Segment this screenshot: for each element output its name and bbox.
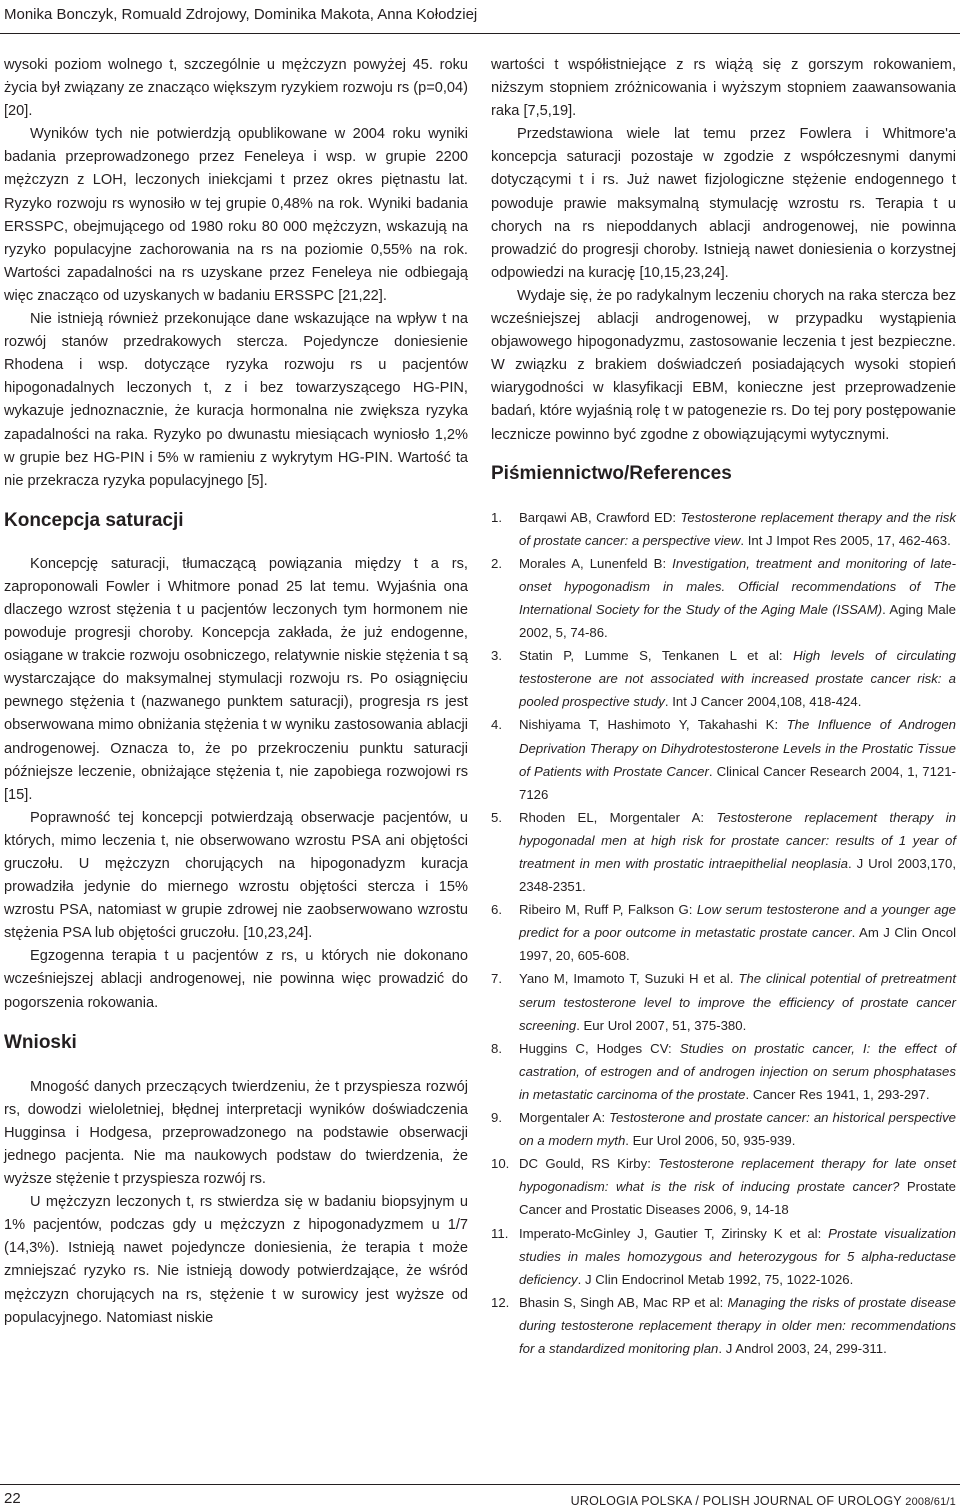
page-number: 22 [4, 1490, 21, 1507]
reference-number: 2. [491, 555, 502, 571]
reference-authors: Barqawi AB, Crawford ED: [519, 509, 681, 525]
paragraph: Poprawność tej koncepcji potwierdzają obserwacje pacjentów, u których, mimo leczenia t, nie obserwowano wzrostu PSA ani objętości gruczołu. U mężczyzn chorujących na hipogonadyzm kuracja prowadziła jedynie do miernego wzrostu objętości stercza i 15% wzrostu PSA, natomiast w grupie zdrowej nie zaobserwowano wzrostu stężenia PSA lub objętości gruczołu. [10,23,24]. [4, 809, 468, 942]
page-footer [0, 1484, 960, 1512]
reference-item [491, 1222, 956, 1291]
reference-title: Managing the risks of prostate disease during testosterone replacement therapy in older men: recommendations for a standardized monitoring plan [519, 1294, 956, 1356]
reference-number: 3. [491, 648, 502, 664]
reference-source: . Am J Clin Oncol 1997, 20, 605-608. [519, 925, 956, 964]
journal-name: UROLOGIA POLSKA / POLISH JOURNAL OF UROLOGY [570, 1494, 902, 1508]
reference-item [491, 967, 956, 1036]
paragraph: Wydaje się, że po radykalnym leczeniu chorych na raka stercza bez wcześniejszej ablacji androgenowej, w przypadku wystąpienia objawowego hipogonadyzmu, zastosowanie leczenia t jest bezpieczne. W związku z brakiem doświadczeń posiadających wysoki stopień wiarygodności w klasyfikacji EBM, konieczne jest przeprowadzenie badań, które wyjaśnią rolę t w patogenezie rs. Do tej pory postępowanie lecznicze powinno być zgodne z obowiązującymi wytycznymi. [491, 287, 956, 443]
reference-source: . J Urol 2003,170, 2348-2351. [519, 856, 956, 895]
reference-title: The Influence of Androgen Deprivation Therapy on Dihydrotestosterone Levels in the Prostatic Tissue of Patients with Prostate Cancer [519, 717, 956, 779]
journal-footer [571, 1492, 956, 1511]
section-heading-saturation: Koncepcja saturacji [4, 509, 184, 531]
reference-item [491, 1152, 956, 1221]
reference-authors: DC Gould, RS Kirby: [519, 1156, 659, 1172]
reference-source: . Eur Urol 2006, 50, 935-939. [625, 1133, 796, 1149]
reference-list [491, 506, 956, 1360]
reference-item [491, 1106, 956, 1152]
paragraph: Nie istnieją również przekonujące dane wskazujące na wpływ t na rozwój stanów przedrakowych stercza. Pojedyncze doniesienie Rhodena i wsp. dotyczące ryzyka rozwoju rs u pacjentów hipogonadalnych leczonych t, z i bez towarzyszącego HG-PIN, wykazuje jednoznacznie, że kuracja hormonalna nie zwiększa ryzyka zapadalności na raka. Ryzyko po dwunastu miesiącach wyniosło 1,2% w grupie bez HG-PIN i 5% w ramieniu z wykrytym HG-PIN. Wartość ta nie przekracza ryzyka populacyjnego [5]. [4, 311, 468, 489]
reference-source: . Int J Impot Res 2005, 17, 462-463. [740, 532, 951, 548]
paragraph: U mężczyzn leczonych t, rs stwierdza się w badaniu biopsyjnym u 1% pacjentów, podczas gdy u mężczyzn z hipogonadyzmem u 1/7 (14,3%). Istnieją nawet pojedyncze doniesienia, że terapia t może zmniejszać ryzyko rs. Nie istnieją dowody potwierdzające, że wśród mężczyzn chorujących na rs, stężenie t w surowicy jest wyższe od populacyjnego. Natomiast niskie [4, 1194, 468, 1326]
paragraph: wartości t współistniejące z rs wiążą się z gorszym rokowaniem, niższym stopniem zróżnicowania i wyższym stopniem zaawansowania raka [7,5,19]. [491, 57, 956, 120]
page-header [0, 0, 960, 34]
reference-item [491, 1037, 956, 1106]
paragraph: Koncepcję saturacji, tłumaczącą powiązania między t a rs, zaproponowali Fowler i Whitmore ponad 25 lat temu. Wyjaśnia ona dlaczego wzrost stężenia t u pacjentów leczonych tym hormonem nie powoduje progresji choroby. Koncepcja zakłada, że już endogenne, osiągane w trakcie rozwoju osobniczego, relatywnie niskie stężenia t są wystarczające do maksymalnej stymulacji rozwoju rs. Po osiągnięciu pewnego stężenia t (nazwanego punktem saturacji), progresja rs jest obserwowana mimo obniżania stężenia t w wyniku zastosowania ablacji androgenowej. Oznacza to, że po przekroczeniu punktu saturacji późniejsze leczenie, obniżające stężenia t, nie zapobiega rozwojowi rs [15]. [4, 555, 468, 803]
reference-authors: Statin P, Lumme S, Tenkanen L et al: [519, 648, 794, 664]
reference-number: 11. [491, 1225, 509, 1241]
reference-title: High levels of circulating testosterone are not associated with increased prostate cancer risk: a pooled prospective study [519, 648, 956, 710]
paragraph: Egzogenna terapia t u pacjentów z rs, u których nie dokonano wcześniejszej ablacji androgenowej, nie powinna więc prowadzić do pogorszenia rokowania. [4, 948, 468, 1011]
reference-source: Prostate Cancer and Prostatic Diseases 2006, 9, 14-18 [519, 1179, 956, 1218]
reference-item [491, 506, 956, 552]
running-head-authors: Monika Bonczyk, Romuald Zdrojowy, Dominika Makota, Anna Kołodziej [4, 6, 478, 23]
reference-number: 10. [491, 1156, 510, 1172]
reference-item [491, 898, 956, 967]
reference-authors: Huggins C, Hodges CV: [519, 1040, 680, 1056]
reference-number: 5. [491, 809, 502, 825]
reference-title: Prostate visualization studies in males homozygous and heterozygous for 5 alpha-reductase deficiency [519, 1225, 956, 1287]
reference-item [491, 1291, 956, 1360]
reference-authors: Imperato-McGinley J, Gautier T, Zirinsky K et al: [519, 1225, 829, 1241]
reference-title: The clinical potential of pretreatment serum testosterone level to improve the efficiency of prostate cancer screening [519, 971, 956, 1033]
reference-number: 9. [491, 1110, 502, 1126]
reference-number: 8. [491, 1040, 502, 1056]
reference-authors: Rhoden EL, Morgentaler A: [519, 809, 717, 825]
reference-source: . Cancer Res 1941, 1, 293-297. [745, 1086, 930, 1102]
reference-authors: Ribeiro M, Ruff P, Falkson G: [519, 902, 697, 918]
reference-source: . Eur Urol 2007, 51, 375-380. [576, 1017, 747, 1033]
section-heading-conclusions: Wnioski [4, 1031, 77, 1053]
reference-title: Studies on prostatic cancer, I: the effect of castration, of estrogen and of androgen injection on serum phosphatases in metastatic carcinoma of the prostate [519, 1040, 956, 1102]
paragraph: wysoki poziom wolnego t, szczególnie u mężczyzn powyżej 45. roku życia był związany ze znacząco większym ryzykiem rozwoju rs (p=0,04) [20]. [4, 57, 468, 120]
reference-item [491, 713, 956, 805]
reference-source: . J Androl 2003, 24, 299-311. [718, 1340, 887, 1356]
reference-authors: Bhasin S, Singh AB, Mac RP et al: [519, 1294, 728, 1310]
reference-item [491, 806, 956, 898]
reference-title: Testosterone replacement therapy in hypogonadal men at high risk for prostate cancer: results of 1 year of treatment in men with prostatic intraepithelial neoplasia [519, 809, 956, 871]
reference-number: 7. [491, 971, 502, 987]
reference-title: Testosterone and prostate cancer: an historical perspective on a modern myth [519, 1110, 956, 1149]
paragraph: Mnogość danych przeczących twierdzeniu, że t przyspiesza rozwój rs, dowodzi wieloletniej, błędnej interpretacji wyników doświadczenia Hugginsa i Hodgesa, przeprowadzonego na podstawie obserwacji jednego pacjenta. Nie ma naukowych podstaw do twierdzenia, że wyższe stężenie t przyspiesza rozwój rs. [4, 1078, 468, 1188]
reference-item [491, 552, 956, 644]
reference-source: . J Clin Endocrinol Metab 1992, 75, 1022-1026. [577, 1271, 854, 1287]
reference-number: 4. [491, 717, 502, 733]
paragraph: Wyników tych nie potwierdzją opublikowane w 2004 roku wyniki badania przeprowadzonego przez Feneleya i wsp. w grupie 2200 mężczyzn z LOH, leczonych iniekcjami t przez okres piętnastu lat. Ryzyko rozwoju rs wynosiło w tej grupie 0,48% na rok. Wyniki badania ERSSPC, obejmującego od 1980 roku 80 000 mężczyzn, wskazują na ryzyko populacyjne zachorowania na rs na poziomie 0,55% na rok. Wartości zapadalności na rs uzyskane przez Feneleya nie odbiegają więc znacząco od uzyskanych w badaniu ERSSPC [21,22]. [4, 126, 468, 304]
left-column [4, 54, 468, 1330]
right-column [491, 54, 956, 1360]
reference-authors: Yano M, Imamoto T, Suzuki H et al. [519, 971, 739, 987]
reference-title: Investigation, treatment and monitoring of late-onset hypogonadism in males. Official recommendations of The International Society for the Study of the Aging Male (ISSAM) [519, 555, 956, 617]
reference-authors: Morgentaler A: [519, 1110, 610, 1126]
reference-number: 12. [491, 1294, 510, 1310]
reference-number: 1. [491, 509, 502, 525]
reference-source: . Aging Male 2002, 5, 74-86. [519, 601, 956, 641]
reference-title: Testosterone replacement therapy for late onset hypogonadism: what is the risk of inducing prostate cancer? [519, 1156, 957, 1195]
reference-title: Low serum testosterone and a younger age predict for a poor outcome in metastatic prostate cancer [519, 902, 957, 941]
reference-item [491, 644, 956, 713]
journal-issue: 2008/61/1 [905, 1496, 956, 1508]
references-heading: Piśmiennictwo/References [491, 462, 732, 484]
reference-authors: Morales A, Lunenfeld B: [519, 555, 673, 571]
paragraph: Przedstawiona wiele lat temu przez Fowlera i Whitmore'a koncepcja saturacji pozostaje w zgodzie z współczesnymi danymi dotyczącymi t i rs. Już nawet fizjologiczne stężenie endogennego t powoduje prawie maksymalną stymulację wzrostu rs. Terapia t u chorych na rs niepoddanych ablacji androgenowej, nie powinna prowadzić do progresji choroby. Istnieją nawet doniesienia o korzystnej odpowiedzi na kurację [10,15,23,24]. [491, 126, 956, 281]
reference-source: . Int J Cancer 2004,108, 418-424. [664, 694, 862, 710]
reference-source: . Clinical Cancer Research 2004, 1, 7121-7126 [519, 763, 956, 802]
reference-number: 6. [491, 902, 502, 918]
reference-title: Testosterone replacement therapy and the risk of prostate cancer: a perspective view [519, 509, 956, 548]
reference-authors: Nishiyama T, Hashimoto Y, Takahashi K: [519, 717, 787, 733]
